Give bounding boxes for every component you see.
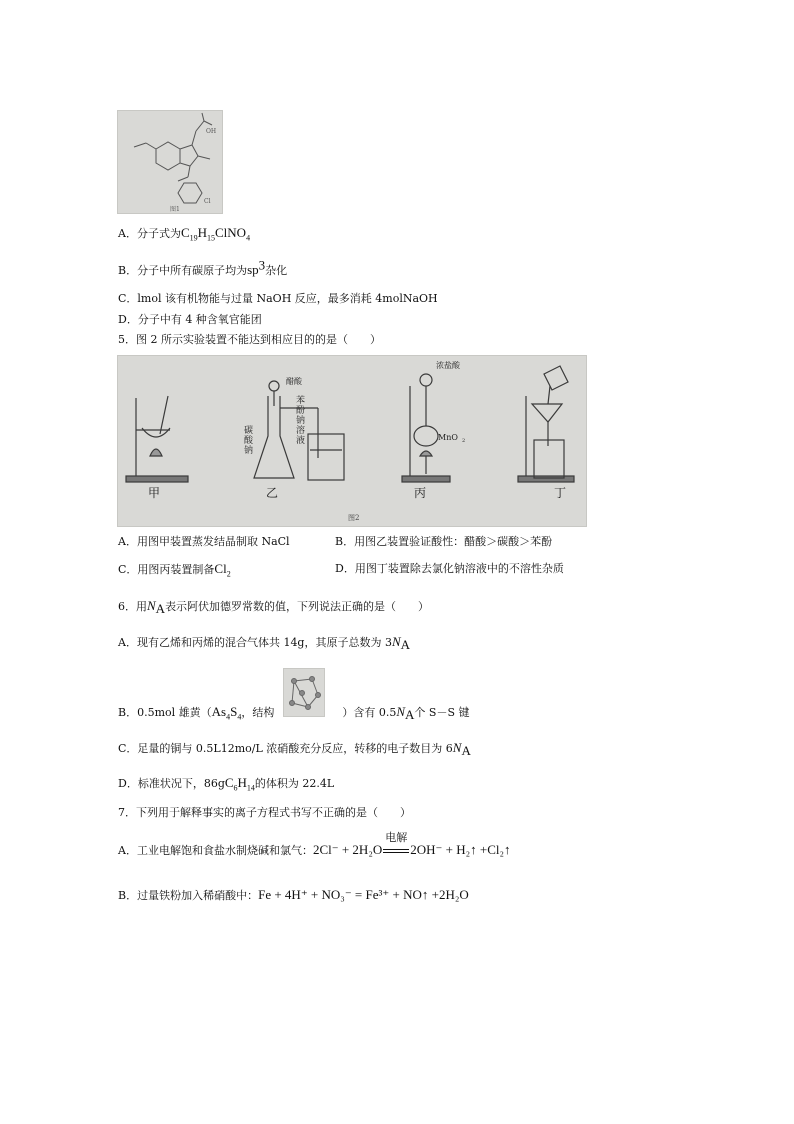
- label-acetic-acid: 醋酸: [286, 377, 302, 386]
- q4-b-hyb-sup: 3: [258, 257, 266, 273]
- label-mno2: MnO: [438, 433, 458, 442]
- label-sodium-carbonate: 碳酸钠: [244, 426, 254, 456]
- q4-b-hyb: sp: [247, 262, 259, 277]
- q7-a-rhs: 2OH⁻ + H₂↑ +Cl₂↑: [410, 842, 511, 857]
- q5-c-formula: $Cl_2$: [214, 561, 231, 579]
- label-yi: 乙: [266, 486, 279, 500]
- q7-stem: 7．下列用于解释事实的离子方程式书写不正确的是（ ）: [118, 806, 411, 819]
- as4s4-structure-drawing: [284, 669, 324, 716]
- oh-label: OH: [206, 128, 217, 135]
- electrolysis-sign: [382, 831, 410, 858]
- electrolysis-condition: 电解: [385, 831, 408, 844]
- apparatus-drawing: [118, 356, 586, 526]
- indomethacin-structure-drawing: [118, 111, 222, 213]
- q4-option-c: C．lmol 该有机物能与过量 NaOH 反应，最多消耗 4molNaOH: [118, 292, 438, 305]
- q5-option-b: B．用图乙装置验证酸性：醋酸＞碳酸＞苯酚: [335, 535, 553, 548]
- q4-b-prefix: B．分子中所有碳原子均为: [118, 264, 248, 277]
- q7-a-lhs: 2Cl⁻ + 2H₂O: [312, 842, 383, 857]
- figure-2-caption: 图2: [348, 514, 360, 522]
- q4-b-suffix: 杂化: [265, 264, 288, 277]
- label-sodium-phenolate: 苯酚钠溶液: [296, 396, 306, 446]
- q4-option-d: D．分子中有 4 种含氧官能团: [118, 313, 262, 326]
- q4-option-b: [118, 257, 288, 278]
- q7-b-equation: Fe + 4H⁺ + NO₃⁻ = Fe³⁺ + NO↑ +2H₂O: [258, 887, 469, 902]
- realgar-structure-image: [283, 668, 325, 717]
- q7-option-a: A．工业电解饱和食盐水制烧碱和氯气：2Cl⁻ + 2H₂O 电解 2OH⁻ + H₂↑ +Cl₂↑: [118, 831, 511, 857]
- q6-option-a: A．现有乙烯和丙烯的混合气体共 14g，其原子总数为 $3N_A$: [118, 634, 411, 653]
- q4-a-prefix: A．分子式为: [118, 227, 181, 240]
- label-jia: 甲: [148, 486, 161, 500]
- q6-option-c: C．足量的铜与 0.5L12mo/L 浓硝酸充分反应，转移的电子数目为 $6N_A$: [118, 740, 471, 759]
- figure-1-structure-image: [117, 110, 223, 214]
- q5-option-a: A．用图甲装置蒸发结晶制取 NaCl: [118, 535, 290, 548]
- label-ding: 丁: [554, 486, 567, 500]
- q4-option-a: [118, 226, 250, 241]
- label-conc-hcl: 浓盐酸: [436, 361, 460, 370]
- svg-text:2: 2: [462, 438, 466, 444]
- q6-option-b: B．0.5mol 雄黄（$As_4S_4$，结构 ）含有 $0.5N_A$个 S－S 键: [118, 704, 470, 723]
- q5-stem: 5．图 2 所示实验装置不能达到相应目的的是（ ）: [118, 333, 381, 346]
- figure-1-caption: 图1: [170, 206, 180, 213]
- q7-option-b: B．过量铁粉加入稀硝酸中：Fe + 4H⁺ + NO₃⁻ = Fe³⁺ + NO↑ +2H₂O: [118, 887, 469, 902]
- q5-option-d: D．用图丁装置除去氯化钠溶液中的不溶性杂质: [335, 562, 564, 575]
- q4-a-formula: $C_{19}H_{15}ClNO_4$: [180, 225, 251, 243]
- q5-option-c: [118, 562, 231, 577]
- q6-d-formula: $C_6H_{14}$: [224, 775, 255, 793]
- q6-stem: 6．用$N_A$表示阿伏加德罗常数的值，下列说法正确的是（ ）: [118, 598, 430, 617]
- figure-2-apparatus-image: [117, 355, 587, 527]
- cl-label: Cl: [204, 198, 211, 205]
- label-bing: 丙: [414, 486, 427, 500]
- q5-c-prefix: C．用图丙装置制备: [118, 563, 215, 576]
- q6-b-formula: $As_4S_4$: [211, 704, 242, 722]
- q6-option-d: D．标准状况下，$86gC_6H_{14}$的体积为 22.4L: [118, 775, 335, 793]
